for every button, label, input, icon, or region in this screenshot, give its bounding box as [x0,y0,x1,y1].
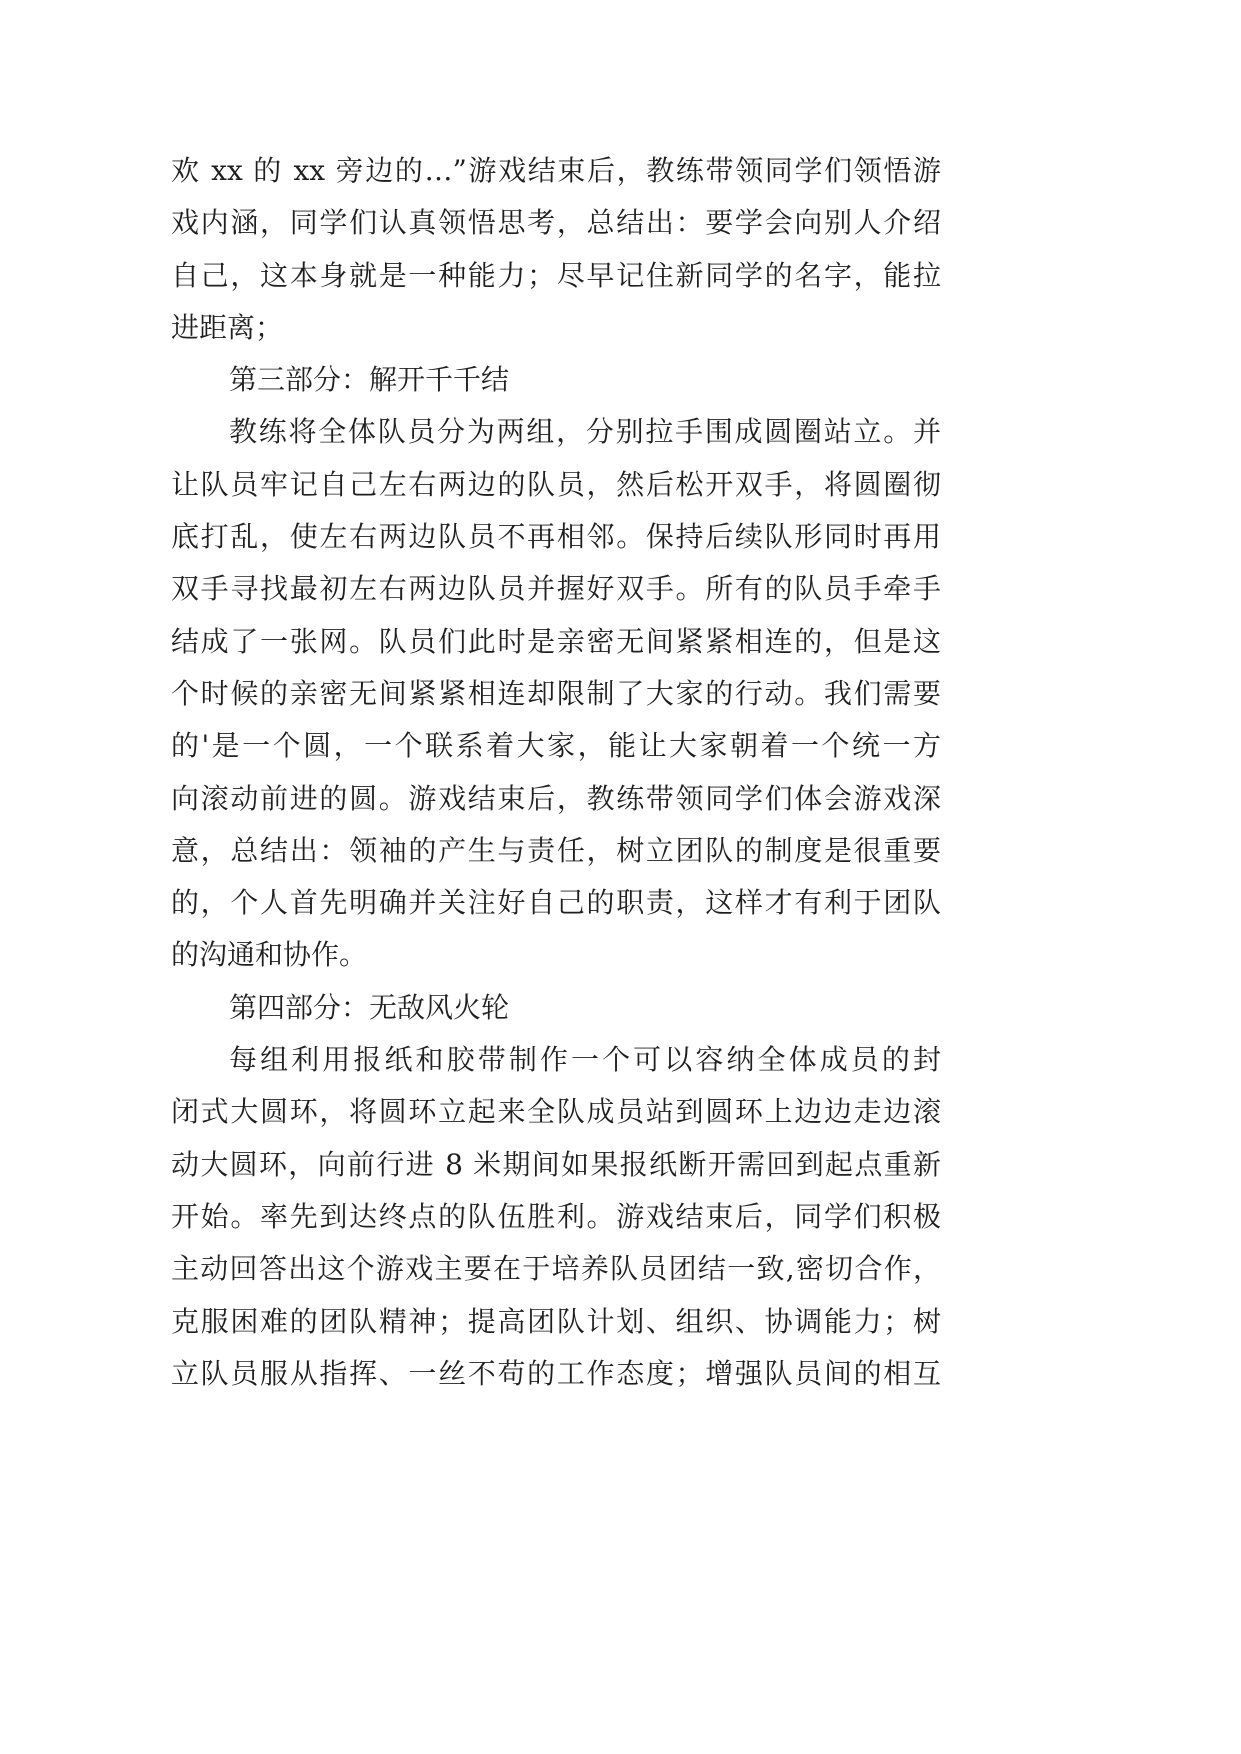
text-line: 底打乱，使左右两边队员不再相邻。保持后续队形同时再用 [171,520,941,554]
text-line: 欢 xx 的 xx 旁边的…”游戏结束后，教练带领同学们领悟游 [171,154,941,187]
text-line: 双手寻找最初左右两边队员并握好双手。所有的队员手牵手 [171,572,941,606]
text-line: 教练将全体队员分为两组，分别拉手围成圆圈站立。并 [229,415,941,449]
text-line: 向滚动前进的圆。游戏结束后，教练带领同学们体会游戏深 [171,781,941,815]
text-line: 克服困难的团队精神；提高团队计划、组织、协调能力；树 [171,1304,941,1338]
text-line: 主动回答出这个游戏主要在于培养队员团结一致,密切合作， [171,1252,941,1286]
text-line: 让队员牢记自己左右两边的队员，然后松开双手，将圆圈彻 [171,467,941,501]
text-line: 动大圆环，向前行进 8 米期间如果报纸断开需回到起点重新 [171,1147,941,1181]
section-heading-part-three: 第三部分：解开千千结 [229,363,510,397]
text-line: 意，总结出：领袖的产生与责任，树立团队的制度是很重要 [171,833,941,867]
text-line: 的，个人首先明确并关注好自己的职责，这样才有利于团队 [171,886,941,920]
text-line: 的'是一个圆，一个联系着大家，能让大家朝着一个统一方 [171,729,941,763]
text-line: 自己，这本身就是一种能力；尽早记住新同学的名字，能拉 [171,258,941,292]
text-line: 每组利用报纸和胶带制作一个可以容纳全体成员的封 [229,1043,941,1077]
text-line: 闭式大圆环，将圆环立起来全队成员站到圆环上边边走边滚 [171,1095,941,1129]
text-line: 结成了一张网。队员们此时是亲密无间紧紧相连的，但是这 [171,624,941,658]
text-line: 进距离； [171,310,284,344]
text-line: 个时候的亲密无间紧紧相连却限制了大家的行动。我们需要 [171,676,941,710]
text-line: 戏内涵，同学们认真领悟思考，总结出：要学会向别人介绍 [171,206,941,240]
text-line: 立队员服从指挥、一丝不苟的工作态度；增强队员间的相互 [171,1356,941,1390]
text-line: 开始。率先到达终点的队伍胜利。游戏结束后，同学们积极 [171,1199,941,1233]
body-text [171,145,941,1400]
text-line: 的沟通和协作。 [171,938,368,972]
section-heading-part-four: 第四部分：无敌风火轮 [229,990,510,1024]
